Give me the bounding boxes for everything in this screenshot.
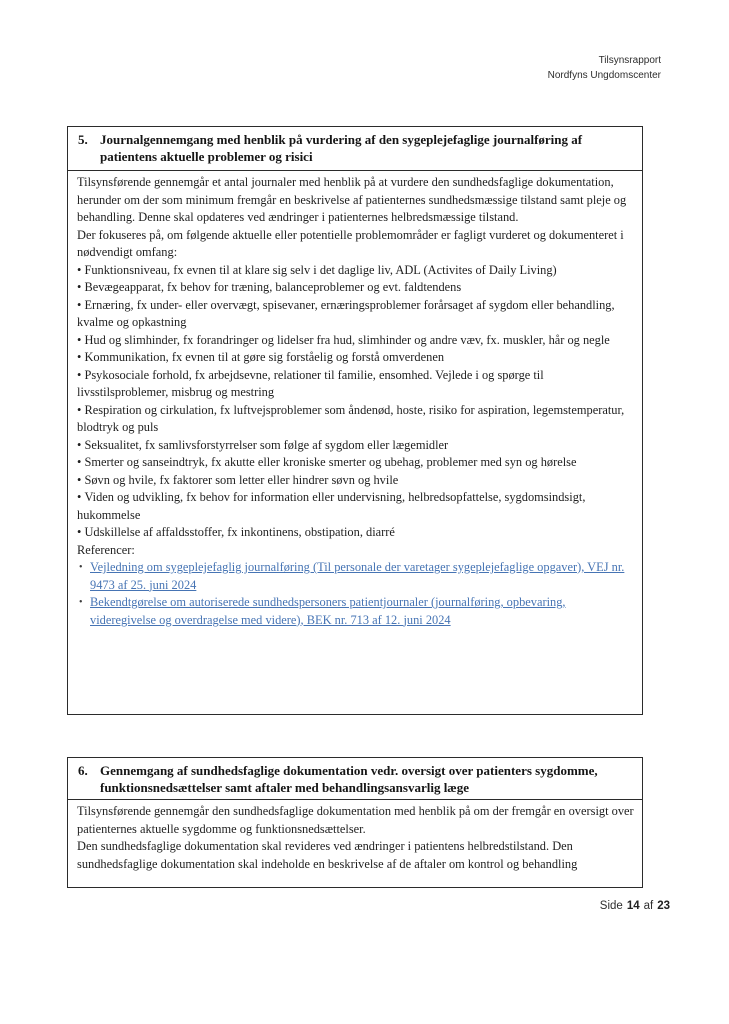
page-number: 14 bbox=[626, 900, 640, 912]
bullet-item: • Ernæring, fx under- eller overvægt, spisevaner, ernæringsproblemer forårsaget af sygdom eller behandling, kvalme og opkastning bbox=[77, 297, 634, 332]
bullet-item: • Psykosociale forhold, fx arbejdsevne, relationer til familie, ensomhed. Vejlede i og spørge til livsstilsproblemer, misbrug og mestring bbox=[77, 367, 634, 402]
reference-item bbox=[77, 594, 634, 629]
section-5-box bbox=[67, 126, 643, 715]
section-6-header bbox=[68, 758, 642, 800]
bullet-item: • Bevægeapparat, fx behov for træning, balanceproblemer og evt. faldtendens bbox=[77, 279, 634, 297]
section-5-body bbox=[68, 171, 642, 629]
bullet-item: • Søvn og hvile, fx faktorer som letter eller hindrer søvn og hvile bbox=[77, 472, 634, 490]
section-5-header bbox=[68, 127, 642, 171]
reference-item bbox=[77, 559, 634, 594]
bullet-item: • Kommunikation, fx evnen til at gøre sig forståelig og forstå omverdenen bbox=[77, 349, 634, 367]
header-meta bbox=[548, 53, 661, 83]
bullet-item: • Viden og udvikling, fx behov for information eller undervisning, helbredsopfattelse, sygdomsindsigt, hukommelse bbox=[77, 489, 634, 524]
references-list bbox=[77, 559, 634, 629]
section-6-paragraph-1: Tilsynsførende gennemgår den sundhedsfaglige dokumentation med henblik på om der fremgår en oversigt over patienternes aktuelle sygdomme og funktionsnedsættelser. bbox=[77, 804, 634, 836]
reference-link-bekendtgoerelse[interactable]: Bekendtgørelse om autoriserede sundhedspersoners patientjournaler (journalføring, opbevaring, videregivelse og overdragelse med videre), BEK nr. 713 af 12. juni 2024 bbox=[90, 595, 566, 627]
page-of-label: af bbox=[643, 900, 654, 912]
problem-areas-bullet-list bbox=[77, 262, 634, 542]
page-total: 23 bbox=[657, 900, 670, 912]
references-label: Referencer: bbox=[77, 542, 135, 557]
section-5-paragraph-2: Der fokuseres på, om følgende aktuelle eller potentielle problemområder er fagligt vurderet og dokumenteret i nødvendigt omfang: bbox=[77, 227, 624, 259]
bullet-item: • Udskillelse af affaldsstoffer, fx inkontinens, obstipation, diarré bbox=[77, 524, 634, 542]
bullet-item: • Smerter og sanseindtryk, fx akutte eller kroniske smerter og ubehag, problemer med syn og hørelse bbox=[77, 454, 634, 472]
section-6-number: 6. bbox=[78, 763, 88, 778]
section-5-paragraph-1: Tilsynsførende gennemgår et antal journaler med henblik på at vurdere den sundhedsfaglige dokumentation, herunder om der som minimum fremgår en beskrivelse af patienternes sundhedsmæssige tilstand samt pleje og behandling. Denne skal opdateres ved ændringer i patienternes helbredsmæssige tilstand. bbox=[77, 175, 627, 224]
section-6-title: Gennemgang af sundhedsfaglige dokumentation vedr. oversigt over patienters sygdomme, funktionsnedsættelser samt aftaler med behandlingsansvarlig læge bbox=[100, 763, 598, 795]
page-footer bbox=[600, 900, 670, 912]
section-5-title: Journalgennemgang med henblik på vurdering af den sygeplejefaglige journalføring af patientens aktuelle problemer og risici bbox=[100, 132, 583, 164]
reference-link-vejledning[interactable]: Vejledning om sygeplejefaglig journalføring (Til personale der varetager sygeplejefaglige opgaver), VEJ nr. 9473 af 25. juni 2024 bbox=[90, 560, 625, 592]
report-type-label: Tilsynsrapport bbox=[598, 55, 661, 66]
bullet-item: • Hud og slimhinder, fx forandringer og lidelser fra hud, slimhinder og andre væv, fx. muskler, hår og negle bbox=[77, 332, 634, 350]
bullet-item: • Respiration og cirkulation, fx luftvejsproblemer som åndenød, hoste, risiko for aspiration, legemstemperatur, blodtryk og puls bbox=[77, 402, 634, 437]
section-6-box bbox=[67, 757, 643, 888]
bullet-item: • Funktionsniveau, fx evnen til at klare sig selv i det daglige liv, ADL (Activites of Daily Living) bbox=[77, 262, 634, 280]
bullet-item: • Seksualitet, fx samlivsforstyrrelser som følge af sygdom eller lægemidler bbox=[77, 437, 634, 455]
section-6-body bbox=[68, 800, 642, 873]
facility-name-label: Nordfyns Ungdomscenter bbox=[547, 70, 661, 81]
section-5-number: 5. bbox=[78, 132, 88, 147]
page-side-label: Side bbox=[599, 900, 623, 912]
section-6-paragraph-2: Den sundhedsfaglige dokumentation skal revideres ved ændringer i patientens helbredstilstand. Den sundhedsfaglige dokumentation skal indeholde en beskrivelse af de aftaler om kontrol og behandling bbox=[77, 839, 578, 871]
